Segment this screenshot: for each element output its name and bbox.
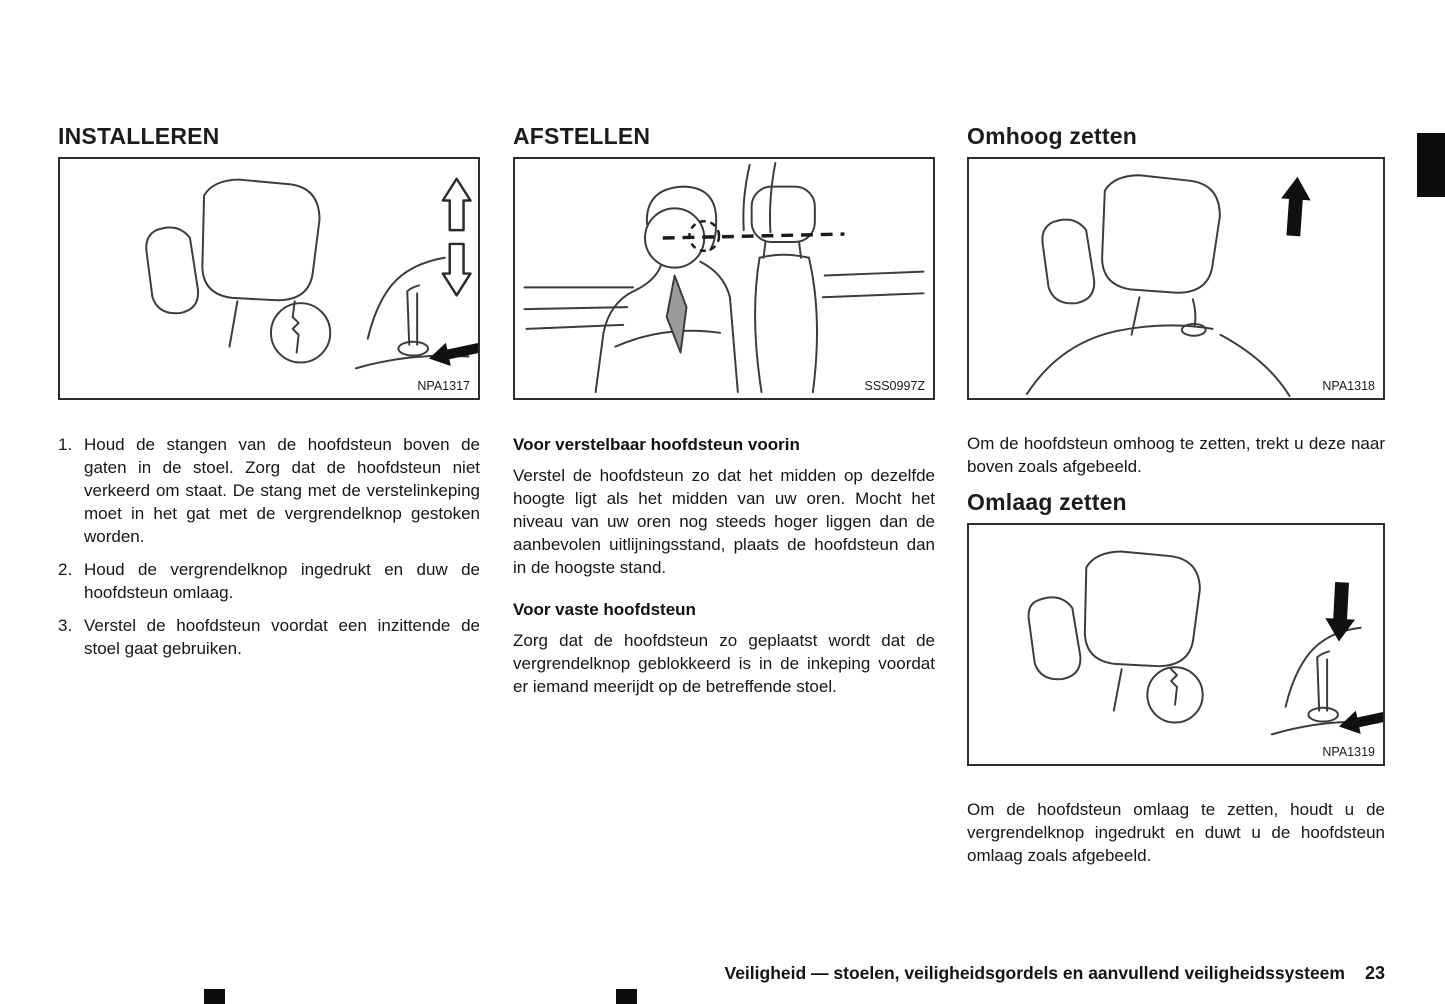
install-step-1 <box>58 433 480 548</box>
up-down-hollow-arrow-icon <box>443 179 471 296</box>
figure-lower <box>967 523 1385 766</box>
adjust-subhead-2: Voor vaste hoofdsteun <box>513 600 696 619</box>
page-number: 23 <box>1364 963 1385 983</box>
step-number: 1. <box>58 435 73 454</box>
lower-body: Om de hoofdsteun omlaag te zetten, houdt u de vergrendelknop ingedrukt en duwt u de hoofdsteun omlaag zoals afgebeeld. <box>967 800 1385 865</box>
install-steps <box>58 433 480 660</box>
page-footer <box>724 963 1385 984</box>
adjust-subhead-1: Voor verstelbaar hoofdsteun voorin <box>513 435 800 454</box>
step-number: 2. <box>58 560 73 579</box>
lower-arrow-icon <box>1324 582 1357 643</box>
install-heading: INSTALLEREN <box>58 123 220 149</box>
install-step-2 <box>58 558 480 604</box>
step-text: Houd de stangen van de hoofdsteun boven de gaten in de stoel. Zorg dat de hoofdsteun niet verkeerd om staat. De stang met de verstelinkeping moet in het gat met de vergrendelknop gestoken worden. <box>84 435 480 546</box>
alignment-guide <box>663 221 845 251</box>
figure-code: NPA1318 <box>1318 379 1375 393</box>
adjust-heading: AFSTELLEN <box>513 123 651 149</box>
install-step-3 <box>58 614 480 660</box>
adjust-sections <box>513 433 935 698</box>
footer-chapter-title: Veiligheid — stoelen, veiligheidsgordels en aanvullend veiligheidssysteem <box>724 963 1345 983</box>
figure-code: SSS0997Z <box>861 379 925 393</box>
step-text: Houd de vergrendelknop ingedrukt en duw de hoofdsteun omlaag. <box>84 560 480 602</box>
press-arrow-icon <box>427 336 478 370</box>
raise-body: Om de hoofdsteun omhoog te zetten, trekt u deze naar boven zoals afgebeeld. <box>967 434 1385 476</box>
print-mark <box>204 989 225 1004</box>
seated-person-illustration <box>515 159 933 398</box>
adjust-body-1: Verstel de hoofdsteun zo dat het midden op dezelfde hoogte ligt als het midden van uw oren. Mocht het niveau van uw oren nog steeds hoger liggen dan de aanbevolen uitlijningsstand, plaats de hoofdsteun dan in de hoogste stand. <box>513 466 935 577</box>
figure-raise <box>967 157 1385 400</box>
headrest-install-illustration <box>60 159 478 398</box>
raise-heading: Omhoog zetten <box>967 123 1137 149</box>
figure-install <box>58 157 480 400</box>
column-updown <box>967 122 1385 877</box>
figure-adjust <box>513 157 935 400</box>
column-install <box>58 122 480 670</box>
figure-code: NPA1319 <box>1318 745 1375 759</box>
print-mark <box>616 989 637 1004</box>
column-adjust <box>513 122 935 698</box>
raise-arrow-icon <box>1279 176 1313 237</box>
press-arrow-icon <box>1336 704 1383 738</box>
headrest-raise-illustration <box>969 159 1383 398</box>
chapter-index-tab <box>1417 133 1445 197</box>
step-text: Verstel de hoofdsteun voordat een inzittende de stoel gaat gebruiken. <box>84 616 480 658</box>
step-number: 3. <box>58 616 73 635</box>
headrest-lower-illustration <box>969 525 1383 764</box>
adjust-body-2: Zorg dat de hoofdsteun zo geplaatst wordt dat de vergrendelknop geblokkeerd is in de inkeping voordat er iemand meerijdt op de betreffende stoel. <box>513 631 935 696</box>
figure-code: NPA1317 <box>413 379 470 393</box>
lower-heading: Omlaag zetten <box>967 489 1127 515</box>
